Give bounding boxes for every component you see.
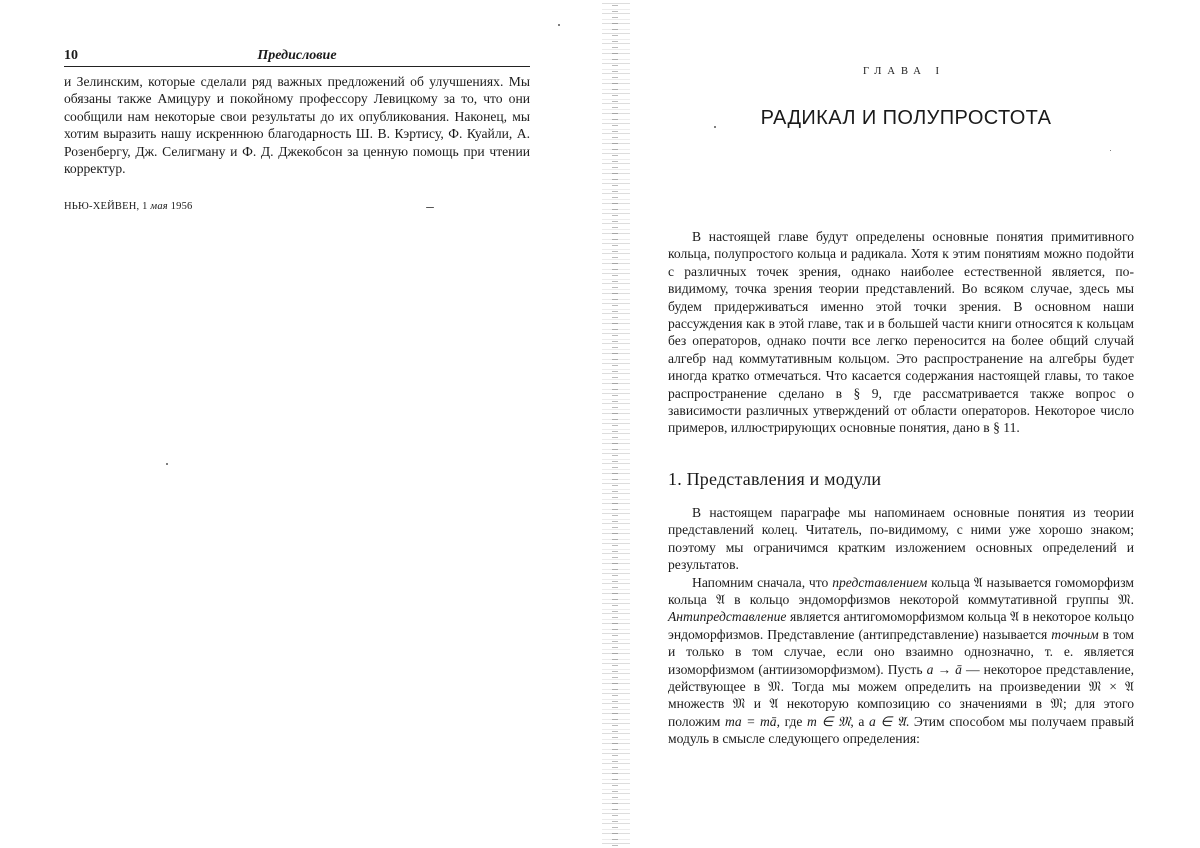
scan-speck [1110,150,1111,151]
signature-place: НЬЮ-ХЕЙВЕН, 1 [64,201,148,213]
right-page [668,60,1134,748]
text-run: , а [850,713,870,729]
scan-speck [166,463,168,465]
book-gutter [602,0,630,848]
scan-speck [714,126,716,128]
text-run: в том и только в том случае, если оно взаимно однозначно, т. е. является изоморфизмом (антиизоморфизмом). Пусть [668,626,1134,677]
text-run: является антигомоморфизмом кольца 𝔄 в некоторое кольцо эндоморфизмов. Представление (антипредставление) называется [668,609,1134,642]
signature-year: 1956 [170,201,193,213]
scan-speck [558,24,560,26]
chapter-intro [668,228,1134,437]
intro-paragraph: В настоящей главе будут определены основные понятия примитивного кольца, полупростого кольца и радикала. Хотя к этим понятиям можно подойти с различных точек зрения, однако наиболее естественной является, по-видимому, точка зрения теории представлений. Во всяком случае, здесь мы будем придерживаться именно этой точки зрения. В основном наши рассуждения как в этой главе, так и в большей части книги относятся к кольцам без операторов, однако почти все легко переносится на более общий случай алгебр над коммутативным кольцом. Это распространение на алгебры будет иногда кратко отмечаться. Что касается содержания настоящей главы, то такое распространение сделано в § 9, где рассматривается также вопрос о зависимости различных утверждений от области операторов. Некоторое число примеров, иллюстрирующих основные понятия, дано в § 11. [668,229,1134,436]
section-paragraph-1: В настоящем параграфе мы напоминаем основные понятия из теории представлений колец. Читатель, по-видимому, с ними уже хорошо знаком; поэтому мы ограничимся кратким изложением основных определений и результатов. [668,504,1134,573]
text-run: кольца 𝔄 называется гомоморфизм кольца 𝔄 в кольцо эндоморфизмов некоторой коммутативной группы 𝔐. [668,574,1134,607]
section-paragraph-2 [668,574,1134,748]
running-title: Предисловие [257,48,337,63]
left-page [64,46,530,212]
formula-definition: ma = mā [725,713,777,729]
term-representation: представлением [832,574,928,590]
section-heading: 1. Представления и модули [668,468,882,489]
signature-date: мая [150,201,168,213]
preface-signature [64,201,530,212]
formula-m-in-M: m ∈ 𝔐 [807,713,851,729]
formula-a-in-A: a ∈ 𝔄 [869,713,906,729]
text-run: Напомним сначала, что [692,574,833,590]
term-faithful: точным [1051,626,1099,642]
preface-paragraph: и Зелинским, которые сделали ряд важных предложений об улучшениях. Мы обязаны также Амицуру и покойному профессору Левицкому за то, что они сообщили нам некоторые свои результаты до их опубликования. Наконец, мы хотим выразить нашу искреннюю благодарность Ш. В. Кэртису, Ф. Куайли, А. Розенбергу, Дж. Селигману и Ф. Д. Джекобсон за ценную помощь при чтении корректур. [64,74,530,177]
running-head [64,46,530,67]
text-run: . Этим способом мы получаем правый модуль в смысле следующего определения: [668,713,1134,747]
preface-text [64,73,530,177]
chapter-title: РАДИКАЛ И ПОЛУПРОСТОТА [760,107,1052,129]
page-number: 10 [64,48,78,63]
text-run: — некоторое представление, действующее в 𝔐. Тогда мы можем определить на произведении 𝔐 × 𝔄 множеств 𝔐 и 𝔄 некоторую композицию со значениями в 𝔐; для этого положим [668,661,1134,729]
formula-map: a → ā [926,661,962,677]
section-body [668,504,1134,748]
text-run: , где [776,713,808,729]
scan-speck [426,207,434,208]
chapter-label: ГЛАВА I [862,66,946,77]
term-antirepresentation: Антипредставление [668,609,787,625]
